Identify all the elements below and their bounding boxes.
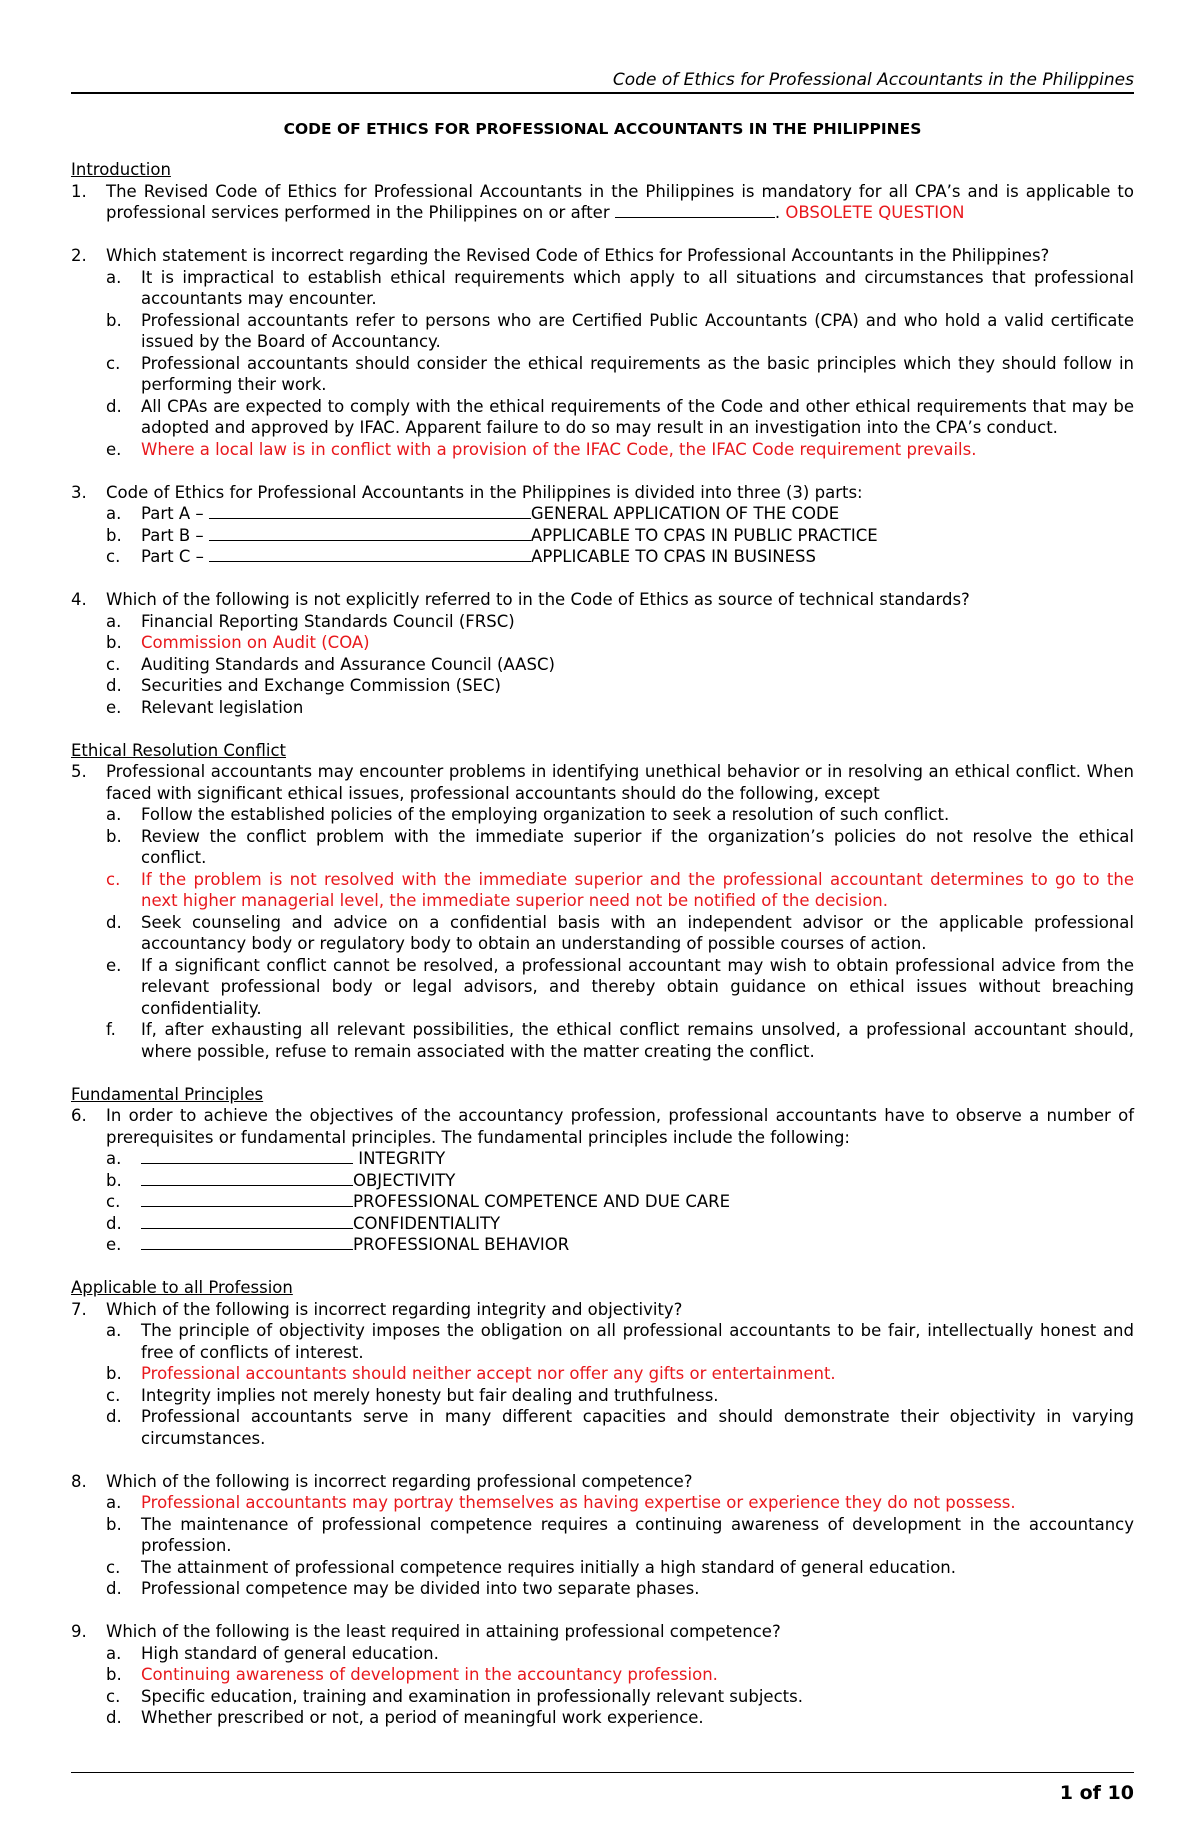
part-label: Part A – [141, 504, 204, 523]
option-6a [71, 1148, 1134, 1170]
question-text: Which of the following is the least required in attaining professional competence? [106, 1622, 781, 1641]
option-text: Auditing Standards and Assurance Council (AASC) [141, 654, 555, 674]
question-text: In order to achieve the objectives of the accountancy profession, professional accountants have to observe a number of prerequisites or fundamental principles. The fundamental principles include the following: [106, 1106, 1134, 1147]
option-5c [71, 869, 1134, 912]
option-text [141, 546, 1134, 568]
option-4e [71, 697, 1134, 719]
option-9c [71, 1686, 1134, 1708]
option-letter: b. [106, 525, 122, 545]
option-letter: e. [106, 439, 122, 459]
option-text: High standard of general education. [141, 1643, 439, 1663]
option-text [141, 1234, 1134, 1256]
option-text [141, 503, 1134, 525]
option-text-answer: Continuing awareness of development in the accountancy profession. [141, 1665, 718, 1684]
option-2e [71, 439, 1134, 461]
answer-blank [141, 1170, 353, 1186]
option-text-answer: Where a local law is in conflict with a provision of the IFAC Code, the IFAC Code requirement prevails. [141, 439, 977, 459]
option-letter: d. [106, 676, 122, 695]
option-letter: a. [106, 267, 122, 287]
option-text-answer: If the problem is not resolved with the immediate superior and the professional accountant determines to go to the next higher managerial level, the immediate superior need not be notified of the decision. [141, 869, 1134, 910]
option-letter: a. [106, 1493, 122, 1512]
option-text: If a significant conflict cannot be resolved, a professional accountant may wish to obtain professional advice from the relevant professional body or legal advisors, and thereby obtain guidance on ethical issues without breaching confidentiality. [141, 955, 1134, 1018]
option-text: Professional competence may be divided into two separate phases. [141, 1579, 700, 1598]
question-1-text: The Revised Code of Ethics for Professional Accountants in the Philippines is mandatory for all CPA’s and is applicable to professional services performed in the Philippines on or after [106, 181, 1134, 222]
question-number: 3. [71, 482, 87, 502]
answer-blank [141, 1213, 353, 1229]
question-2 [71, 245, 1134, 267]
question-number: 1. [71, 181, 87, 201]
question-text: Which of the following is incorrect regarding professional competence? [106, 1471, 693, 1491]
question-1 [71, 181, 1134, 224]
option-text-answer: Commission on Audit (COA) [141, 633, 370, 652]
option-5f [71, 1019, 1134, 1062]
option-3c [71, 546, 1134, 568]
part-answer: APPLICABLE TO CPAS IN PUBLIC PRACTICE [530, 525, 878, 545]
option-text [141, 1170, 1134, 1192]
option-letter: d. [106, 1708, 122, 1727]
option-letter: c. [106, 547, 121, 566]
option-letter: e. [106, 697, 122, 717]
page-number: 1 of 10 [1059, 1782, 1134, 1804]
option-letter: b. [106, 1665, 122, 1684]
option-letter: d. [106, 396, 122, 416]
principle-answer: CONFIDENTIALITY [353, 1213, 501, 1233]
option-8a [71, 1492, 1134, 1514]
option-text: Specific education, training and examination in professionally relevant subjects. [141, 1686, 803, 1706]
option-5a [71, 804, 1134, 826]
option-text-answer: Professional accountants should neither accept nor offer any gifts or entertainment. [141, 1364, 836, 1383]
document-title: CODE OF ETHICS FOR PROFESSIONAL ACCOUNTANTS IN THE PHILIPPINES [283, 120, 922, 138]
question-number: 9. [71, 1622, 87, 1641]
question-number: 4. [71, 590, 87, 609]
option-letter: a. [106, 805, 122, 824]
option-letter: d. [106, 1213, 122, 1233]
principle-answer: PROFESSIONAL COMPETENCE AND DUE CARE [353, 1192, 731, 1211]
option-text [141, 1191, 1134, 1213]
option-2a [71, 267, 1134, 310]
option-text: Integrity implies not merely honesty but fair dealing and truthfulness. [141, 1385, 719, 1405]
option-letter: e. [106, 955, 122, 975]
option-4d [71, 675, 1134, 697]
option-letter: d. [106, 1407, 122, 1426]
question-text: Professional accountants may encounter problems in identifying unethical behavior or in resolving an ethical conflict. When faced with significant ethical issues, professional accountants should do the following, except [106, 762, 1134, 803]
option-text: Professional accountants refer to persons who are Certified Public Accountants (CPA) and who hold a valid certificate issued by the Board of Accountancy. [141, 310, 1134, 351]
question-text: Which statement is incorrect regarding the Revised Code of Ethics for Professional Accountants in the Philippines? [106, 246, 1050, 265]
question-9 [71, 1621, 1134, 1643]
question-5 [71, 761, 1134, 804]
option-text [141, 1148, 1134, 1170]
option-letter: b. [106, 633, 122, 652]
question-6 [71, 1105, 1134, 1148]
option-letter: c. [106, 353, 121, 373]
question-list [71, 159, 1134, 1729]
option-text: Securities and Exchange Commission (SEC) [141, 676, 501, 695]
option-letter: a. [106, 1149, 122, 1168]
option-5d [71, 912, 1134, 955]
option-2c [71, 353, 1134, 396]
option-letter: a. [106, 1643, 122, 1663]
option-letter: c. [106, 1192, 121, 1211]
option-letter: c. [106, 1557, 121, 1577]
header-rule [71, 92, 1134, 94]
running-header: Code of Ethics for Professional Accountants in the Philippines [612, 70, 1134, 90]
option-letter: a. [106, 504, 122, 523]
option-8c [71, 1557, 1134, 1579]
option-text: The attainment of professional competence requires initially a high standard of general education. [141, 1557, 957, 1577]
option-letter: b. [106, 1364, 122, 1383]
question-8 [71, 1471, 1134, 1493]
option-letter: c. [106, 869, 121, 889]
option-text: All CPAs are expected to comply with the ethical requirements of the Code and other ethical requirements that may be adopted and approved by IFAC. Apparent failure to do so may result in an investigation into the CPA’s conduct. [141, 396, 1134, 437]
part-answer: GENERAL APPLICATION OF THE CODE [530, 504, 840, 523]
question-number: 2. [71, 246, 87, 265]
option-text: Relevant legislation [141, 697, 304, 717]
option-letter: d. [106, 1579, 122, 1598]
option-3a [71, 503, 1134, 525]
principle-answer: OBJECTIVITY [353, 1170, 456, 1190]
question-4 [71, 589, 1134, 611]
question-number: 8. [71, 1471, 87, 1491]
question-number: 5. [71, 762, 87, 781]
option-letter: b. [106, 826, 122, 846]
answer-blank [209, 546, 531, 562]
obsolete-note: OBSOLETE QUESTION [785, 203, 965, 222]
option-6b [71, 1170, 1134, 1192]
option-text: Follow the established policies of the employing organization to seek a resolution of such conflict. [141, 805, 950, 824]
answer-blank [209, 525, 531, 541]
answer-blank [141, 1234, 353, 1250]
section-heading-fundamental-principles: Fundamental Principles [71, 1084, 264, 1104]
option-8b [71, 1514, 1134, 1557]
option-7d [71, 1406, 1134, 1449]
option-7b [71, 1363, 1134, 1385]
question-number: 6. [71, 1106, 87, 1125]
section-heading-introduction: Introduction [71, 160, 171, 179]
option-text: Whether prescribed or not, a period of meaningful work experience. [141, 1708, 704, 1727]
footer-rule [71, 1772, 1134, 1773]
option-text: The principle of objectivity imposes the obligation on all professional accountants to be fair, intellectually honest and free of conflicts of interest. [141, 1321, 1134, 1362]
option-text: Professional accountants should consider the ethical requirements as the basic principles which they should follow in performing their work. [141, 353, 1134, 394]
option-letter: c. [106, 654, 121, 674]
option-6e [71, 1234, 1134, 1256]
option-text [141, 525, 1134, 547]
option-2b [71, 310, 1134, 353]
answer-blank [209, 503, 531, 519]
option-4c [71, 654, 1134, 676]
option-letter: f. [106, 1020, 116, 1039]
option-5b [71, 826, 1134, 869]
option-letter: c. [106, 1686, 121, 1706]
option-letter: a. [106, 1321, 122, 1340]
question-text: Which of the following is not explicitly referred to in the Code of Ethics as source of technical standards? [106, 590, 970, 609]
answer-blank [141, 1148, 353, 1164]
option-text-answer: Professional accountants may portray themselves as having expertise or experience they do not possess. [141, 1493, 1016, 1512]
option-6c [71, 1191, 1134, 1213]
option-text: It is impractical to establish ethical requirements which apply to all situations and circumstances that professional accountants may encounter. [141, 267, 1134, 308]
option-text: The maintenance of professional competence requires a continuing awareness of development in the accountancy profession. [141, 1514, 1134, 1555]
principle-answer: PROFESSIONAL BEHAVIOR [353, 1235, 570, 1254]
option-letter: a. [106, 611, 122, 631]
answer-blank [141, 1191, 353, 1207]
option-6d [71, 1213, 1134, 1235]
question-3 [71, 482, 1134, 504]
question-text: Which of the following is incorrect regarding integrity and objectivity? [106, 1299, 683, 1319]
option-9a [71, 1643, 1134, 1665]
option-3b [71, 525, 1134, 547]
option-4b [71, 632, 1134, 654]
option-text: Professional accountants serve in many different capacities and should demonstrate their objectivity in varying circumstances. [141, 1407, 1134, 1448]
option-text [141, 1213, 1134, 1235]
option-9b [71, 1664, 1134, 1686]
option-letter: e. [106, 1235, 122, 1254]
option-letter: b. [106, 1514, 122, 1534]
option-9d [71, 1707, 1134, 1729]
option-7c [71, 1385, 1134, 1407]
option-letter: d. [106, 912, 122, 932]
option-text: If, after exhausting all relevant possibilities, the ethical conflict remains unsolved, a professional accountant should, where possible, refuse to remain associated with the matter creating the conflict. [141, 1020, 1134, 1061]
section-heading-ethical-resolution: Ethical Resolution Conflict [71, 740, 286, 760]
part-answer: APPLICABLE TO CPAS IN BUSINESS [531, 547, 816, 566]
option-letter: b. [106, 1170, 122, 1190]
question-7 [71, 1299, 1134, 1321]
option-text: Financial Reporting Standards Council (FRSC) [141, 611, 515, 631]
part-label: Part B – [141, 525, 204, 545]
option-8d [71, 1578, 1134, 1600]
principle-answer: INTEGRITY [353, 1149, 446, 1168]
option-2d [71, 396, 1134, 439]
option-text: Seek counseling and advice on a confidential basis with an independent advisor or the applicable professional accountancy body or regulatory body to obtain an understanding of possible courses of action. [141, 912, 1134, 953]
question-1-period: . [774, 203, 781, 222]
option-letter: c. [106, 1385, 121, 1405]
answer-blank [615, 202, 775, 218]
part-label: Part C – [141, 547, 204, 566]
question-text: Code of Ethics for Professional Accountants in the Philippines is divided into three (3) parts: [106, 482, 863, 502]
option-letter: b. [106, 310, 122, 330]
section-heading-applicable: Applicable to all Profession [71, 1278, 293, 1297]
option-4a [71, 611, 1134, 633]
option-7a [71, 1320, 1134, 1363]
option-text: Review the conflict problem with the immediate superior if the organization’s policies do not resolve the ethical conflict. [141, 826, 1134, 867]
question-text [106, 181, 1134, 224]
option-5e [71, 955, 1134, 1020]
question-number: 7. [71, 1299, 87, 1319]
